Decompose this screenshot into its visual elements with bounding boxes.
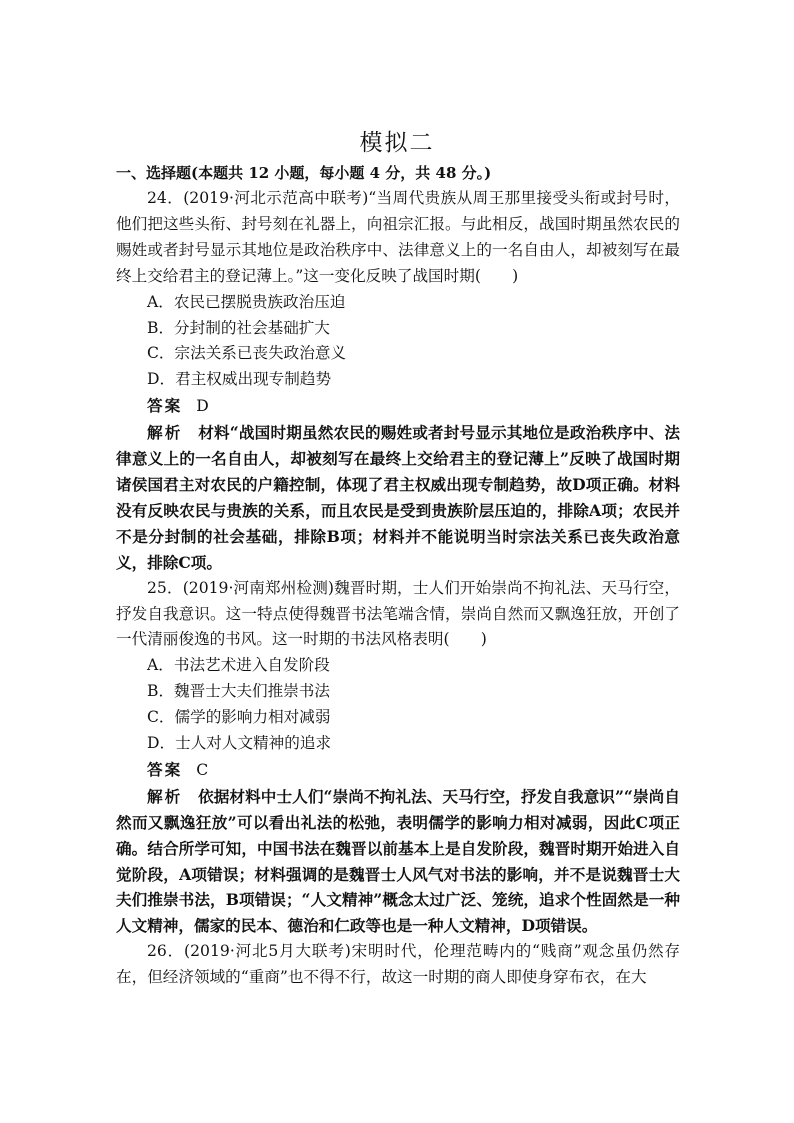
question-25-option-b: B．魏晋士大夫们推崇书法 [147,682,330,701]
answer-label: 答案 [147,759,183,779]
question-24-analysis [116,420,680,575]
question-24-option-c: C．宗法关系已丧失政治意义 [147,344,347,363]
question-24-option-b: B．分封制的社会基础扩大 [147,318,330,337]
question-content [116,186,680,991]
question-24-option-a: A．农民已摆脱贵族政治压迫 [147,292,346,311]
question-24-option-d: D．君主权威出现专制趋势 [147,370,332,389]
question-24-analysis-text: 材料“战国时期虽然农民的赐姓或者封号显示其地位是政治秩序中、法律意义上的一名自由人，却被刻写在最终上交给君主的登记薄上”反映了战国时期诸侯国君主对农民的户籍控制，体现了君主权威出现专制趋势，故D项正确。材料没有反映农民与贵族的关系，而且农民是受到贵族阶层压迫的，排除A项；农民并不是分封制的社会基础，排除B项；材料并不能说明当时宗法关系已丧失政治意义，排除C项。 [116,423,680,572]
analysis-label: 解析 [147,423,183,443]
question-25-option-c: C．儒学的影响力相对减弱 [147,708,331,727]
question-24-stem: 24．(2019·河北示范高中联考)“当周代贵族从周王那里接受头衔或封号时，他们把这些头衔、封号刻在礼器上，向祖宗汇报。与此相反，战国时期虽然农民的赐姓或者封号显示其地位是政治秩序中、法律意义上的一名自由人，却被刻写在最终上交给君主的登记薄上。”这一变化反映了战国时期( ) [116,189,680,285]
section-heading: 一、选择题(本题共 12 小题，每小题 4 分，共 48 分。) [116,164,492,182]
question-25-option-d: D．士人对人文精神的追求 [147,734,332,753]
question-25-answer [116,757,680,784]
question-24-answer-value: D [196,397,209,416]
question-25-answer-value: C [196,760,209,779]
question-26-stem: 26．(2019·河北5月大联考)宋明时代，伦理范畴内的“贱商”观念虽仍然存在，但经济领域的“重商”也不得不行，故这一时期的商人即使身穿布衣，在大 [116,942,680,987]
question-25-analysis-text: 依据材料中士人们“崇尚不拘礼法、天马行空，抒发自我意识”“崇尚自然而又飘逸狂放”可以看出礼法的松弛，表明儒学的影响力相对减弱，因此C项正确。结合所学可知，中国书法在魏晋以前基本上是自发阶段，魏晋时期开始进入自觉阶段，A项错误；材料强调的是魏晋士人风气对书法的影响，并不是说魏晋士大夫们推崇书法，B项错误；“人文精神”概念太过广泛、笼统，追求个性固然是一种人文精神，儒家的民本、德治和仁政等也是一种人文精神，D项错误。 [116,786,680,936]
question-25-stem: 25．(2019·河南郑州检测)魏晋时期，士人们开始崇尚不拘礼法、天马行空，抒发自我意识。这一特点使得魏晋书法笔端含情，崇尚自然而又飘逸狂放，开创了一代清丽俊逸的书风。这一时期的书法风格表明( ) [116,578,680,649]
page-title: 模拟二 [359,130,435,156]
analysis-label: 解析 [147,786,183,806]
question-24-answer [116,393,680,420]
answer-label: 答案 [147,396,183,416]
question-25-analysis [116,784,680,939]
question-25-option-a: A．书法艺术进入自发阶段 [147,656,330,675]
